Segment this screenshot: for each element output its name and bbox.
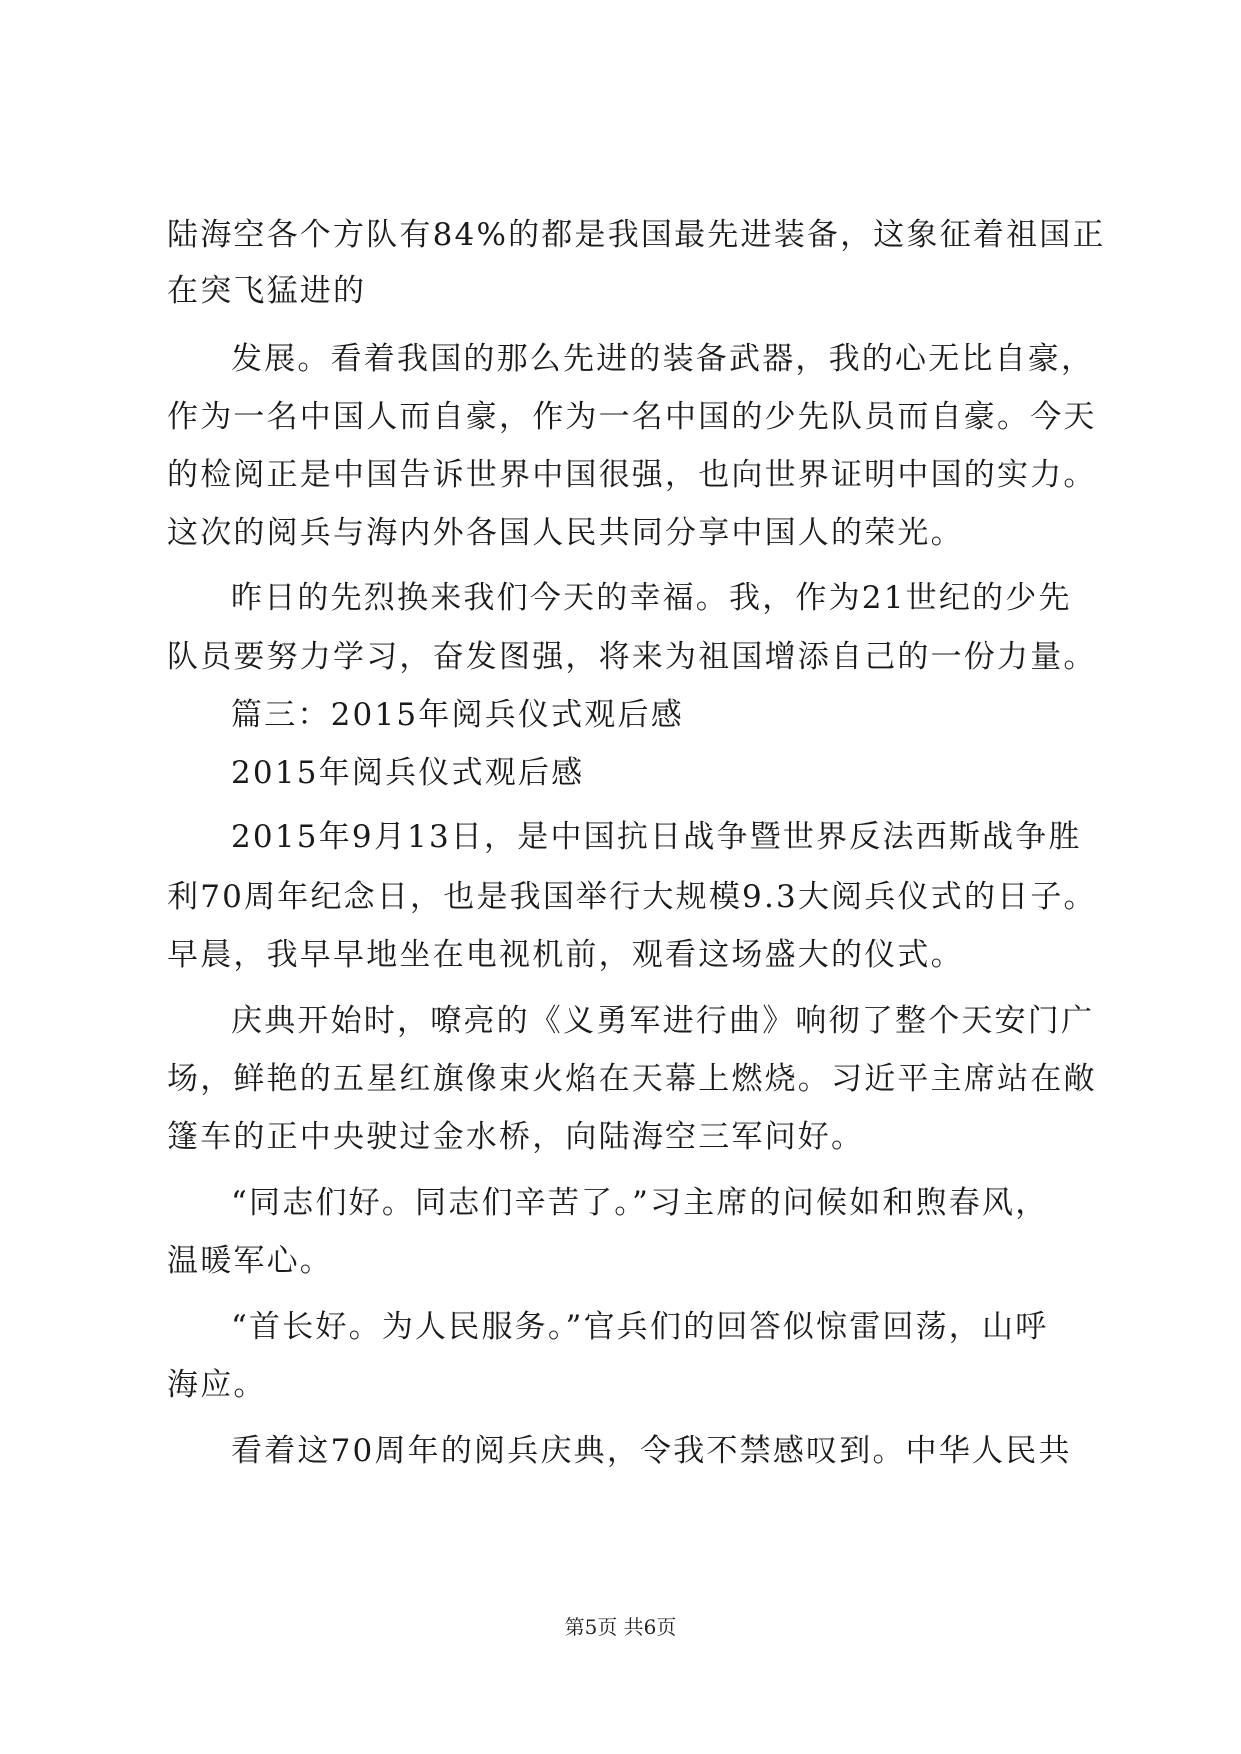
paragraph-line: 发展。看着我国的那么先进的装备武器，我的心无比自豪， [231, 341, 1095, 377]
text-line: 这次的阅兵与海内外各国人民共同分享中国人的荣光。 [167, 515, 964, 551]
paragraph-line: “同志们好。同志们辛苦了。”习主席的问候如和煦春风， [231, 1185, 1049, 1221]
paragraph-line: “首长好。为人民服务。”官兵们的回答似惊雷回荡，山呼 [231, 1309, 1049, 1345]
text-line: 海应。 [167, 1367, 267, 1403]
paragraph-line: 2015年9月13日，是中国抗日战争暨世界反法西斯战争胜 [231, 819, 1082, 855]
text-line: 陆海空各个方队有84%的都是我国最先进装备，这象征着祖国正 [167, 217, 1106, 253]
paragraph-line: 昨日的先烈换来我们今天的幸福。我，作为21世纪的少先 [231, 580, 1072, 616]
text-line: 篷车的正中央驶过金水桥，向陆海空三军问好。 [167, 1119, 865, 1155]
text-line: 作为一名中国人而自豪，作为一名中国的少先队员而自豪。今天 [167, 399, 1097, 435]
text-line: 场，鲜艳的五星红旗像束火焰在天幕上燃烧。习近平主席站在敞 [167, 1061, 1097, 1097]
text-line: 早晨，我早早地坐在电视机前，观看这场盛大的仪式。 [167, 937, 964, 973]
page-number-footer: 第5页 共6页 [564, 1615, 677, 1639]
paragraph-line: 庆典开始时，嘹亮的《义勇军进行曲》响彻了整个天安门广 [231, 1003, 1095, 1039]
text-line: 温暖军心。 [167, 1243, 333, 1279]
text-line: 的检阅正是中国告诉世界中国很强，也向世界证明中国的实力。 [167, 457, 1097, 493]
article-title: 2015年阅兵仪式观后感 [231, 755, 585, 791]
text-line: 在突飞猛进的 [167, 273, 367, 309]
text-line: 利70周年纪念日，也是我国举行大规模9.3大阅兵仪式的日子。 [167, 879, 1097, 915]
paragraph-line: 看着这70周年的阅兵庆典，令我不禁感叹到。中华人民共 [231, 1433, 1072, 1469]
section-heading: 篇三：2015年阅兵仪式观后感 [231, 697, 684, 733]
text-line: 队员要努力学习，奋发图强，将来为祖国增添自己的一份力量。 [167, 639, 1097, 675]
